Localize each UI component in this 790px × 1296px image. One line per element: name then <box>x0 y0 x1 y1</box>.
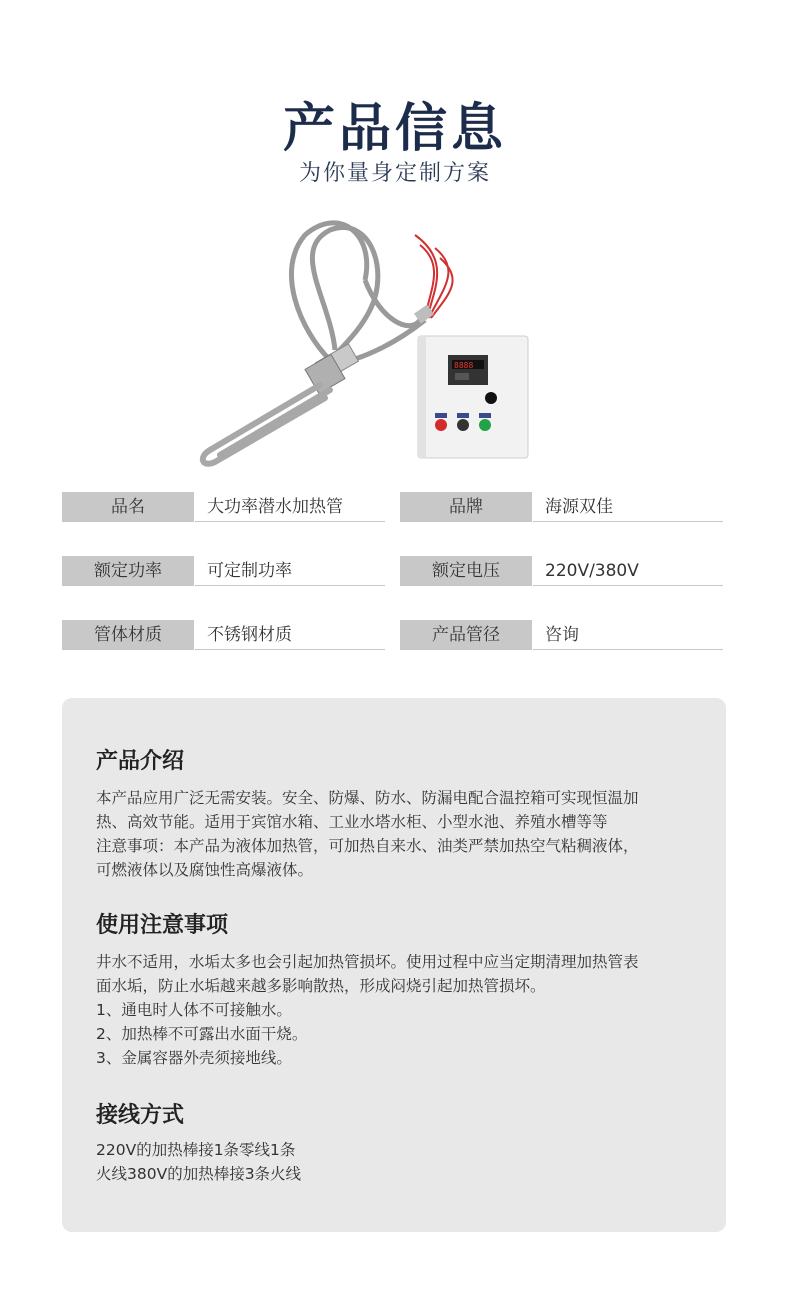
spec-label: 额定电压 <box>400 556 532 586</box>
product-image <box>180 210 560 480</box>
section-body <box>96 786 706 882</box>
spec-label: 品名 <box>62 492 194 522</box>
spec-label: 产品管径 <box>400 620 532 650</box>
spec-row <box>62 556 726 588</box>
red-wires <box>415 235 453 318</box>
section-title: 接线方式 <box>96 1103 185 1128</box>
page-title: 产品信息 <box>282 99 507 159</box>
spec-label: 管体材质 <box>62 620 194 650</box>
text-line: 2、加热棒不可露出水面干烧。 <box>96 1025 308 1043</box>
text-line: 面水垢，防止水垢越来越多影响散热，形成闷烧引起加热管损坏。 <box>96 977 546 995</box>
spec-row <box>62 620 726 652</box>
info-panel <box>62 698 726 1232</box>
control-box <box>418 336 528 458</box>
section-body <box>96 950 706 1070</box>
indicator-black <box>485 392 497 404</box>
text-line: 可燃液体以及腐蚀性高爆液体。 <box>96 861 314 879</box>
text-line: 220V的加热棒接1条零线1条 <box>96 1141 296 1159</box>
heater-cable <box>291 223 425 365</box>
spec-value: 大功率潜水加热管 <box>195 492 385 522</box>
spec-label: 品牌 <box>400 492 532 522</box>
text-line: 1、通电时人体不可接触水。 <box>96 1001 292 1019</box>
text-line: 火线380V的加热棒接3条火线 <box>96 1165 302 1183</box>
stop-button <box>435 419 447 431</box>
start-button <box>479 419 491 431</box>
spec-value: 海源双佳 <box>533 492 723 522</box>
temperature-display <box>448 355 488 385</box>
page-subtitle: 为你量身定制方案 <box>298 161 491 186</box>
text-line: 本产品应用广泛无需安装。安全、防爆、防水、防漏电配合温控箱可实现恒温加 <box>96 789 639 807</box>
heating-element <box>203 385 330 464</box>
spec-value: 咨询 <box>533 620 723 650</box>
spec-row <box>62 492 726 524</box>
selector-switch <box>457 419 469 431</box>
spec-value: 不锈钢材质 <box>195 620 385 650</box>
text-line: 注意事项：本产品为液体加热管，可加热自来水、油类严禁加热空气粘稠液体， <box>96 837 639 855</box>
section-title: 使用注意事项 <box>96 913 229 938</box>
text-line: 热、高效节能。适用于宾馆水箱、工业水塔水柜、小型水池、养殖水槽等等 <box>96 813 608 831</box>
spec-value: 220V/380V <box>533 556 723 586</box>
text-line: 井水不适用，水垢太多也会引起加热管损坏。使用过程中应当定期清理加热管表 <box>96 953 639 971</box>
section-title: 产品介绍 <box>96 749 185 774</box>
spec-value: 可定制功率 <box>195 556 385 586</box>
spec-label: 额定功率 <box>62 556 194 586</box>
section-body <box>96 1138 706 1186</box>
text-line: 3、金属容器外壳须接地线。 <box>96 1049 292 1067</box>
temperature-display-text: 8888 <box>454 361 474 370</box>
